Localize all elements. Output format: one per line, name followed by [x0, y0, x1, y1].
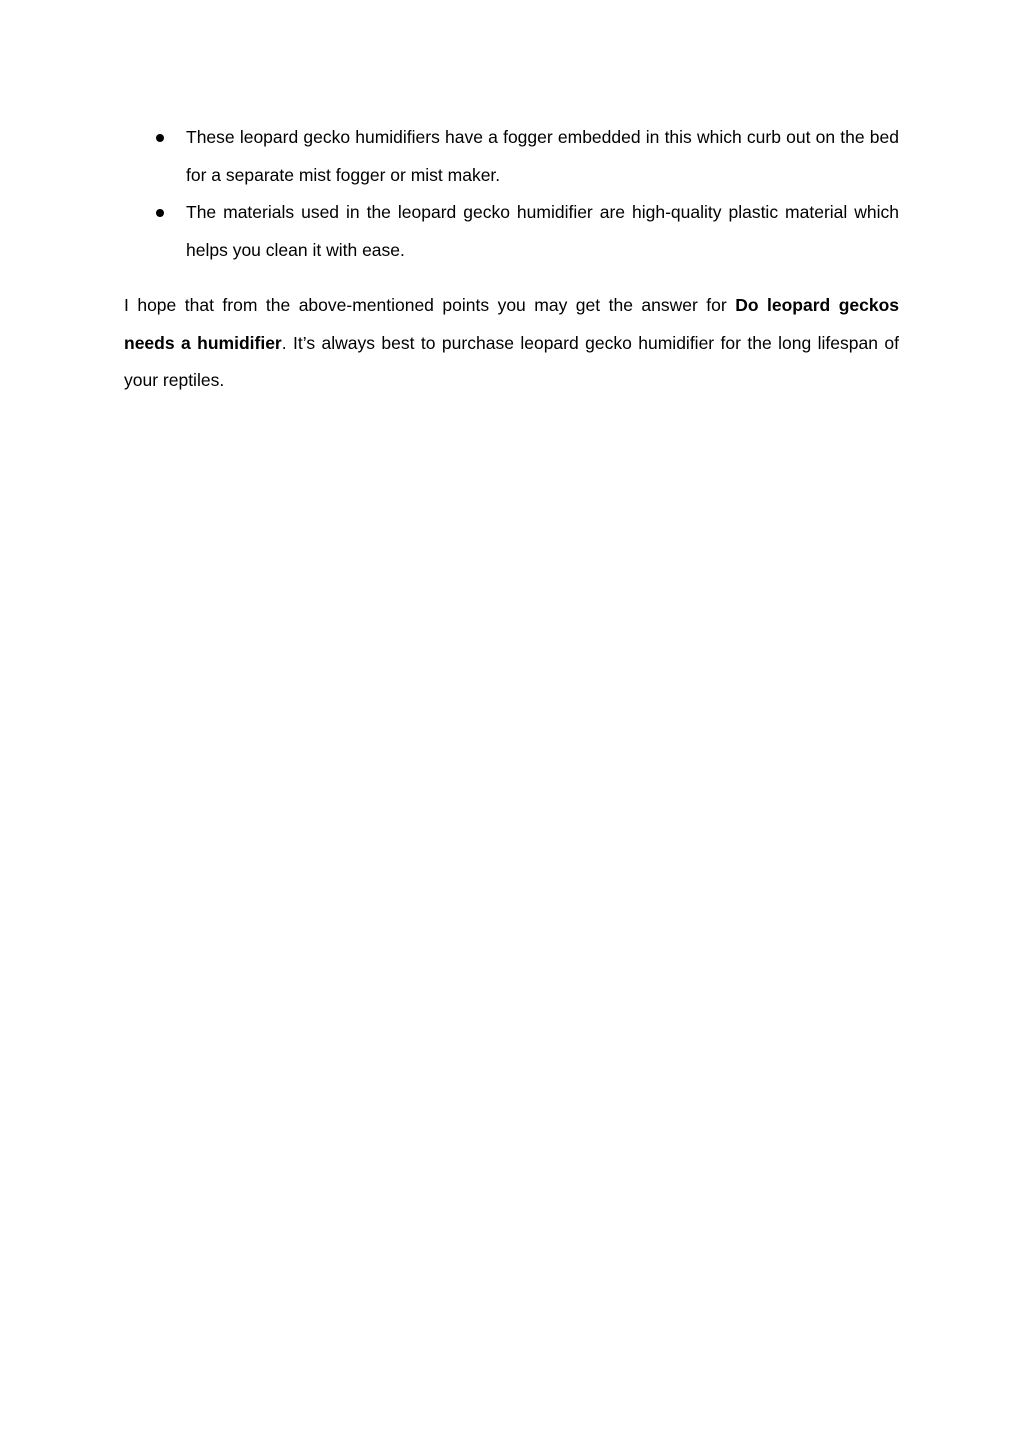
bullet-icon	[156, 209, 164, 217]
paragraph-bold-phrase: Do leopard geckos needs a humidifier	[124, 294, 899, 353]
bullet-text: The materials used in the leopard gecko humidifier are high-quality plastic material which helps you clean it with ease.	[186, 202, 899, 261]
bullet-list	[124, 119, 899, 270]
list-item	[124, 194, 899, 269]
closing-paragraph	[124, 287, 899, 400]
bullet-text: These leopard gecko humidifiers have a fogger embedded in this which curb out on the bed for a separate mist fogger or mist maker.	[186, 127, 899, 185]
list-item	[124, 119, 899, 194]
document-body	[124, 119, 899, 400]
paragraph-text-after: . It’s always best to purchase leopard gecko humidifier for the long lifespan of your reptiles.	[124, 332, 899, 391]
paragraph-text-before: I hope that from the above-mentioned points you may get the answer for	[124, 294, 736, 315]
bullet-icon	[156, 134, 164, 142]
